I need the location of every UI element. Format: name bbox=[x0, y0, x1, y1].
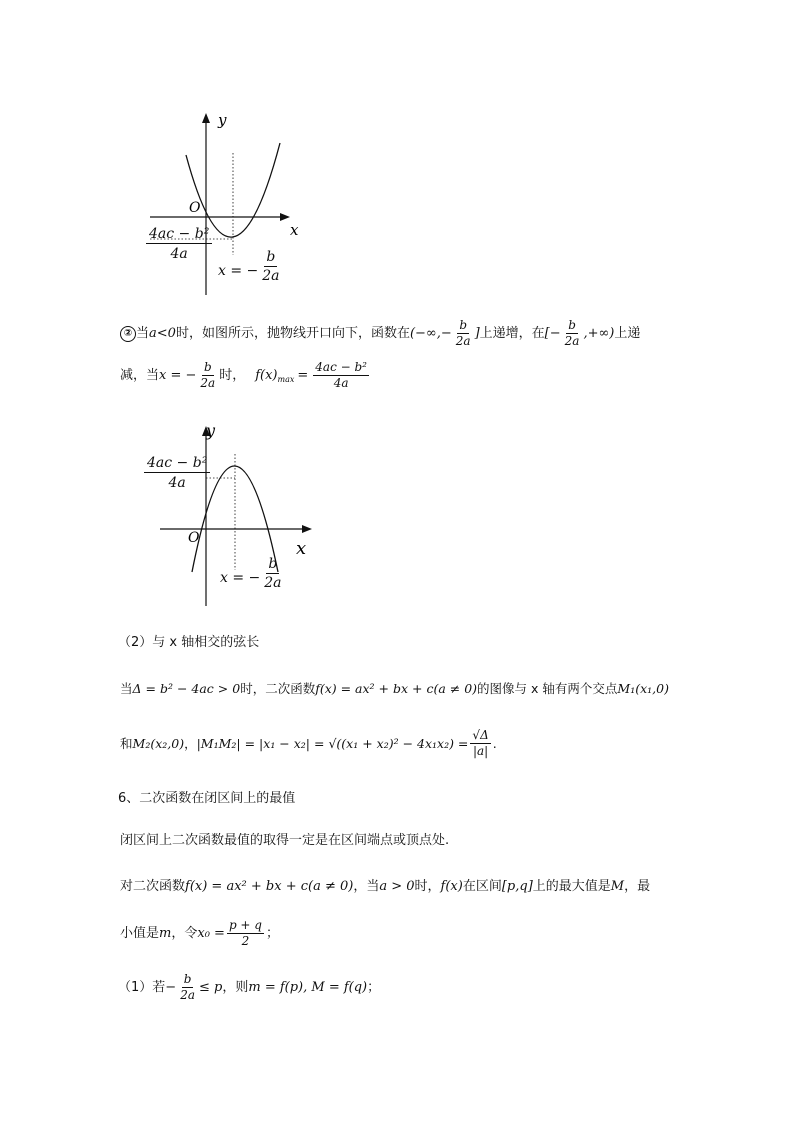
graph2-x-label: x bbox=[296, 538, 307, 559]
section6-title: 6、二次函数在闭区间上的最值 bbox=[118, 791, 296, 806]
section6-intro: 闭区间上二次函数最值的取得一定是在区间端点或顶点处. bbox=[120, 833, 450, 848]
graph1-x-arrow bbox=[280, 213, 290, 221]
section6-para-line1: 对二次函数 f(x) = ax² + bx + c(a ≠ 0) ，当 a > 0 时， f(x) 在区间 [p,q] 上的最大值是 M ，最 bbox=[120, 879, 651, 894]
graph1-vertex-label: 4ac − b² 4a bbox=[146, 225, 212, 264]
graph2-x-arrow bbox=[302, 525, 312, 533]
chord-heading: （2）与 x 轴相交的弦长 bbox=[118, 635, 260, 650]
graph1-origin: O bbox=[189, 200, 201, 216]
para-a-negative-line1: ② 当 a<0 时，如图所示，抛物线开口向下，函数在 (−∞,− $\frac{b}{2a}$ ] 上递增，在 [− $\frac{b}{2a}$ ,+∞) 上递 bbox=[120, 318, 640, 349]
section6-case1: （1）若 − $\frac{b}{2a}$ ≤ p ，则 m = f(p), M = f(q) ； bbox=[118, 972, 381, 1002]
graph2-vertex-label: 4ac − b² 4a bbox=[144, 454, 210, 493]
graph-upward-parabola bbox=[140, 105, 310, 300]
chord-line2: 和 M₂(x₂,0) ， |M₁M₂| = |x₁ − x₂| = √((x₁ + x₂)² − 4x₁x₂) = $\frac{√\Delta}{|a|}$ . bbox=[120, 728, 497, 758]
circled-two-marker: ② bbox=[120, 326, 136, 342]
chord-line1: 当 Δ = b² − 4ac > 0 时，二次函数 f(x) = ax² + bx + c(a ≠ 0) 的图像与 x 轴有两个交点 M₁(x₁,0) bbox=[120, 681, 669, 696]
graph1-axis-label: x = − $\frac{b}{2a}$ bbox=[218, 249, 280, 284]
para-a-negative-line2: 减，当 x = − $\frac{b}{2a}$ 时， f(x) max = $\frac{\text{4ac − b²}}{4a}$ bbox=[120, 360, 367, 390]
graph1-y-label: y bbox=[218, 111, 227, 129]
graph1-y-arrow bbox=[202, 113, 210, 123]
graph2-y-label: y bbox=[206, 421, 216, 440]
graph2-axis-label: x = − $\frac{b}{2a}$ bbox=[220, 556, 282, 591]
graph2-origin: O bbox=[188, 530, 200, 546]
section6-para-line2: 小值是 m ，令 x₀ = $\frac{p + q}{2}$ ； bbox=[120, 918, 279, 948]
graph1-x-label: x bbox=[290, 221, 299, 239]
graph-downward-parabola bbox=[140, 418, 320, 613]
